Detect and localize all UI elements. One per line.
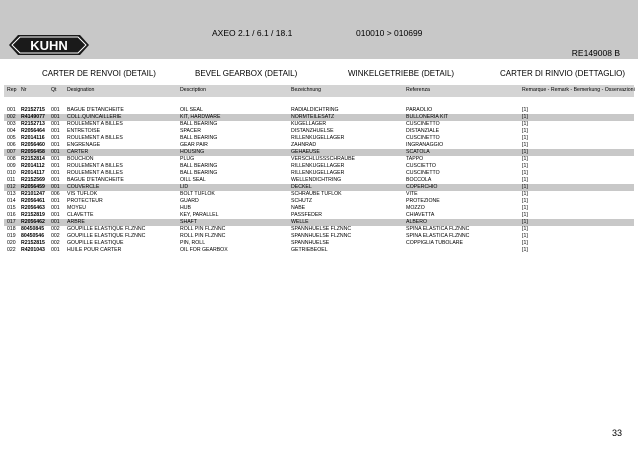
cell-desc: HUB bbox=[180, 205, 191, 211]
cell-rem: [1] bbox=[522, 177, 528, 183]
col-nr: Nr bbox=[21, 87, 27, 93]
cell-ref: VITE bbox=[406, 191, 418, 197]
cell-ref: MOZZO bbox=[406, 205, 425, 211]
cell-qt: 006 bbox=[51, 191, 60, 197]
title-en: BEVEL GEARBOX (DETAIL) bbox=[195, 69, 298, 78]
cell-qt: 001 bbox=[51, 114, 60, 120]
cell-qt: 001 bbox=[51, 177, 60, 183]
cell-rem: [1] bbox=[522, 247, 528, 253]
cell-rem: [1] bbox=[522, 212, 528, 218]
cell-rep: 001 bbox=[7, 107, 16, 113]
cell-rep: 006 bbox=[7, 142, 16, 148]
cell-rem: [1] bbox=[522, 226, 528, 232]
cell-nr: R2014112 bbox=[21, 163, 45, 169]
table-row bbox=[4, 226, 634, 233]
cell-rep: 012 bbox=[7, 184, 16, 190]
cell-nr: R4201043 bbox=[21, 247, 45, 253]
cell-bez: WELLE bbox=[291, 219, 309, 225]
cell-rep: 014 bbox=[7, 198, 16, 204]
cell-ref: SPINA ELASTICA FLZNNC bbox=[406, 226, 470, 232]
cell-bez: PASSFEDER bbox=[291, 212, 323, 218]
cell-ref: INGRANAGGIO bbox=[406, 142, 444, 148]
col-bezeichnung: Bezeichnung bbox=[291, 87, 321, 93]
cell-nr: R2056459 bbox=[21, 184, 45, 190]
cell-des: PROTECTEUR bbox=[67, 198, 103, 204]
cell-bez: KUGELLAGER bbox=[291, 121, 327, 127]
cell-rem: [1] bbox=[522, 184, 528, 190]
cell-qt: 001 bbox=[51, 198, 60, 204]
cell-nr: R2152569 bbox=[21, 177, 45, 183]
cell-rep: 017 bbox=[7, 219, 16, 225]
cell-qt: 002 bbox=[51, 240, 60, 246]
cell-qt: 001 bbox=[51, 205, 60, 211]
cell-des: CARTER bbox=[67, 149, 89, 155]
cell-rem: [1] bbox=[522, 114, 528, 120]
serial-range: 010010 > 010699 bbox=[356, 28, 423, 38]
cell-desc: HOUSING bbox=[180, 149, 205, 155]
cell-ref: COPERCHIO bbox=[406, 184, 438, 190]
col-referenza: Referenza bbox=[406, 87, 430, 93]
cell-bez: SPANNHUELSE FLZNNC bbox=[291, 226, 352, 232]
cell-bez: NABE bbox=[291, 205, 306, 211]
cell-qt: 001 bbox=[51, 247, 60, 253]
cell-des: BAGUE D'ETANCHEITE bbox=[67, 177, 124, 183]
cell-rep: 007 bbox=[7, 149, 16, 155]
cell-des: COLL.QUINCAILLERIE bbox=[67, 114, 122, 120]
table-row bbox=[4, 121, 634, 128]
table-row bbox=[4, 114, 634, 121]
cell-desc: BOLT TUFLOK bbox=[180, 191, 215, 197]
cell-desc: LID bbox=[180, 184, 189, 190]
cell-des: BOUCHON bbox=[67, 156, 94, 162]
table-row bbox=[4, 219, 634, 226]
cell-bez: SPANNHUELSE bbox=[291, 240, 330, 246]
cell-qt: 002 bbox=[51, 233, 60, 239]
cell-des: HUILE POUR CARTER bbox=[67, 247, 122, 253]
cell-rem: [1] bbox=[522, 128, 528, 134]
cell-nr: R2056461 bbox=[21, 198, 45, 204]
cell-des: MOYEU bbox=[67, 205, 87, 211]
col-rep: Rep bbox=[7, 87, 17, 93]
cell-bez: RADIALDICHTRING bbox=[291, 107, 339, 113]
cell-nr: R2056463 bbox=[21, 205, 45, 211]
cell-ref: PROTEZIONE bbox=[406, 198, 440, 204]
cell-ref: ALBERO bbox=[406, 219, 428, 225]
cell-bez: ZAHNRAD bbox=[291, 142, 317, 148]
cell-qt: 001 bbox=[51, 156, 60, 162]
cell-desc: SPACER bbox=[180, 128, 201, 134]
section-titles bbox=[0, 69, 638, 80]
cell-rep: 019 bbox=[7, 233, 16, 239]
table-row bbox=[4, 233, 634, 240]
cell-rep: 011 bbox=[7, 177, 16, 183]
cell-bez: NORMTEILESATZ bbox=[291, 114, 335, 120]
table-row bbox=[4, 205, 634, 212]
cell-des: ARBRE bbox=[67, 219, 85, 225]
kuhn-logo bbox=[8, 34, 90, 56]
table-row bbox=[4, 184, 634, 191]
cell-ref: SCATOLA bbox=[406, 149, 430, 155]
cell-des: GOUPILLE ELASTIQUE bbox=[67, 240, 124, 246]
logo-text: KUHN bbox=[30, 38, 68, 53]
cell-ref: SPINA ELASTICA FLZNNC bbox=[406, 233, 470, 239]
title-fr: CARTER DE RENVOI (DETAIL) bbox=[42, 69, 156, 78]
cell-rem: [1] bbox=[522, 191, 528, 197]
cell-des: CLAVETTE bbox=[67, 212, 94, 218]
cell-rep: 022 bbox=[7, 247, 16, 253]
cell-des: ROULEMENT A BILLES bbox=[67, 163, 123, 169]
cell-ref: CUSCIETTO bbox=[406, 163, 436, 169]
cell-qt: 001 bbox=[51, 184, 60, 190]
cell-ref: DISTANZIALE bbox=[406, 128, 440, 134]
table-row bbox=[4, 142, 634, 149]
cell-rep: 015 bbox=[7, 205, 16, 211]
cell-rem: [1] bbox=[522, 149, 528, 155]
cell-rem: [1] bbox=[522, 219, 528, 225]
cell-desc: BALL BEARING bbox=[180, 163, 218, 169]
cell-desc: ROLL PIN FLZNNC bbox=[180, 226, 226, 232]
page-number: 33 bbox=[611, 428, 622, 438]
cell-ref: BULLONERIA KIT bbox=[406, 114, 449, 120]
header-band bbox=[0, 0, 638, 59]
cell-desc: PLUG bbox=[180, 156, 195, 162]
cell-desc: OIL FOR GEARBOX bbox=[180, 247, 228, 253]
cell-bez: SCHRAUBE TUFLOK bbox=[291, 191, 342, 197]
table-row bbox=[4, 198, 634, 205]
cell-des: ROULEMENT A BILLES bbox=[67, 135, 123, 141]
cell-nr: R2056458 bbox=[21, 149, 45, 155]
cell-bez: SCHUTZ bbox=[291, 198, 313, 204]
cell-des: BAGUE D'ETANCHEITE bbox=[67, 107, 124, 113]
cell-nr: R2101247 bbox=[21, 191, 45, 197]
cell-desc: OILL SEAL bbox=[180, 177, 206, 183]
title-it: CARTER DI RINVIO (DETTAGLIO) bbox=[500, 69, 626, 78]
cell-nr: R4149077 bbox=[21, 114, 45, 120]
cell-ref: COPPIGLIA TUBOLARE bbox=[406, 240, 463, 246]
cell-rem: [1] bbox=[522, 142, 528, 148]
cell-rem: [1] bbox=[522, 205, 528, 211]
cell-rep: 008 bbox=[7, 156, 16, 162]
cell-desc: ROLL PIN FLZNNC bbox=[180, 233, 226, 239]
cell-rem: [1] bbox=[522, 233, 528, 239]
cell-bez: WELLENDICHTRING bbox=[291, 177, 342, 183]
cell-bez: RILLENKUGELLAGER bbox=[291, 170, 345, 176]
cell-nr: 80450845 bbox=[21, 226, 45, 232]
col-remarks: Remarque - Remark - Bemerkung - Osservazioni bbox=[522, 87, 635, 93]
table-row bbox=[4, 135, 634, 142]
cell-qt: 001 bbox=[51, 107, 60, 113]
cell-ref: CUSCINETTO bbox=[406, 121, 440, 127]
cell-nr: R2152713 bbox=[21, 121, 45, 127]
cell-rem: [1] bbox=[522, 198, 528, 204]
cell-bez: GETRIEBEOEL bbox=[291, 247, 328, 253]
cell-desc: PIN, ROLL bbox=[180, 240, 206, 246]
cell-des: GOUPILLE ELASTIQUE FLZNNC bbox=[67, 233, 146, 239]
cell-bez: SPANNHUELSE FLZNNC bbox=[291, 233, 352, 239]
parts-table bbox=[4, 107, 634, 254]
cell-des: ROULEMENT A BILLES bbox=[67, 170, 123, 176]
cell-ref: TAPPO bbox=[406, 156, 424, 162]
cell-rem: [1] bbox=[522, 240, 528, 246]
cell-rep: 013 bbox=[7, 191, 16, 197]
cell-ref: BOCCOLA bbox=[406, 177, 432, 183]
cell-qt: 001 bbox=[51, 142, 60, 148]
table-header bbox=[4, 85, 634, 97]
cell-bez: DISTANZHUELSE bbox=[291, 128, 334, 134]
cell-desc: GUARD bbox=[180, 198, 199, 204]
table-row bbox=[4, 128, 634, 135]
table-row bbox=[4, 177, 634, 184]
cell-rep: 018 bbox=[7, 226, 16, 232]
cell-qt: 001 bbox=[51, 163, 60, 169]
cell-rem: [1] bbox=[522, 156, 528, 162]
cell-bez: GEHAEUSE bbox=[291, 149, 320, 155]
table-row bbox=[4, 163, 634, 170]
cell-nr: 80450546 bbox=[21, 233, 45, 239]
cell-des: ENGRENAGE bbox=[67, 142, 101, 148]
cell-ref: PARAOLIO bbox=[406, 107, 433, 113]
table-row bbox=[4, 247, 634, 254]
cell-des: GOUPILLE ELASTIQUE FLZNNC bbox=[67, 226, 146, 232]
table-row bbox=[4, 240, 634, 247]
cell-rem: [1] bbox=[522, 163, 528, 169]
cell-des: COUVERCLE bbox=[67, 184, 100, 190]
cell-rem: [1] bbox=[522, 107, 528, 113]
cell-bez: DECKEL bbox=[291, 184, 312, 190]
cell-rem: [1] bbox=[522, 170, 528, 176]
table-row bbox=[4, 149, 634, 156]
cell-qt: 001 bbox=[51, 212, 60, 218]
cell-rep: 004 bbox=[7, 128, 16, 134]
col-description: Description bbox=[180, 87, 206, 93]
cell-rep: 009 bbox=[7, 163, 16, 169]
cell-ref: CUSCINETTO bbox=[406, 170, 440, 176]
cell-qt: 001 bbox=[51, 219, 60, 225]
cell-rep: 003 bbox=[7, 121, 16, 127]
cell-rep: 010 bbox=[7, 170, 16, 176]
cell-rem: [1] bbox=[522, 121, 528, 127]
cell-des: VIS TUFLOK bbox=[67, 191, 98, 197]
cell-qt: 001 bbox=[51, 121, 60, 127]
table-row bbox=[4, 191, 634, 198]
cell-rep: 020 bbox=[7, 240, 16, 246]
cell-nr: R2152715 bbox=[21, 107, 45, 113]
cell-qt: 001 bbox=[51, 128, 60, 134]
cell-bez: RILLENKUGELLAGER bbox=[291, 163, 345, 169]
cell-bez: VERSCHLUSSSCHRAUBE bbox=[291, 156, 355, 162]
cell-nr: R2152819 bbox=[21, 212, 45, 218]
cell-desc: KIT, HARDWARE bbox=[180, 114, 221, 120]
document-reference: RE149008 B bbox=[571, 48, 620, 58]
cell-des: ROULEMENT A BILLES bbox=[67, 121, 123, 127]
cell-desc: SHAFT bbox=[180, 219, 198, 225]
cell-qt: 002 bbox=[51, 226, 60, 232]
table-row bbox=[4, 170, 634, 177]
cell-nr: R2056462 bbox=[21, 219, 45, 225]
cell-nr: R2152814 bbox=[21, 156, 45, 162]
table-row bbox=[4, 107, 634, 114]
cell-desc: BALL BEARING bbox=[180, 135, 218, 141]
cell-rep: 002 bbox=[7, 114, 16, 120]
cell-des: ENTRETOISE bbox=[67, 128, 101, 134]
cell-nr: R2056464 bbox=[21, 128, 45, 134]
cell-rep: 005 bbox=[7, 135, 16, 141]
cell-qt: 001 bbox=[51, 135, 60, 141]
col-qt: Qt bbox=[51, 87, 57, 93]
cell-nr: R2152815 bbox=[21, 240, 45, 246]
cell-bez: RILLENKUGELLAGER bbox=[291, 135, 345, 141]
cell-ref: CHIAVETTA bbox=[406, 212, 435, 218]
cell-desc: GEAR PAIR bbox=[180, 142, 208, 148]
cell-nr: R2014116 bbox=[21, 135, 45, 141]
cell-rep: 016 bbox=[7, 212, 16, 218]
cell-ref: CUSCINETTO bbox=[406, 135, 440, 141]
cell-nr: R2056460 bbox=[21, 142, 45, 148]
model-label: AXEO 2.1 / 6.1 / 18.1 bbox=[212, 28, 293, 38]
cell-desc: KEY, PARALLEL bbox=[180, 212, 219, 218]
cell-desc: BALL BEARING bbox=[180, 121, 218, 127]
table-row bbox=[4, 156, 634, 163]
cell-qt: 001 bbox=[51, 170, 60, 176]
cell-nr: R2014117 bbox=[21, 170, 45, 176]
cell-rem: [1] bbox=[522, 135, 528, 141]
col-designation: Designation bbox=[67, 87, 95, 93]
cell-desc: BALL BEARING bbox=[180, 170, 218, 176]
cell-qt: 001 bbox=[51, 149, 60, 155]
table-row bbox=[4, 212, 634, 219]
title-de: WINKELGETRIEBE (DETAIL) bbox=[348, 69, 455, 78]
cell-desc: OIL SEAL bbox=[180, 107, 203, 113]
